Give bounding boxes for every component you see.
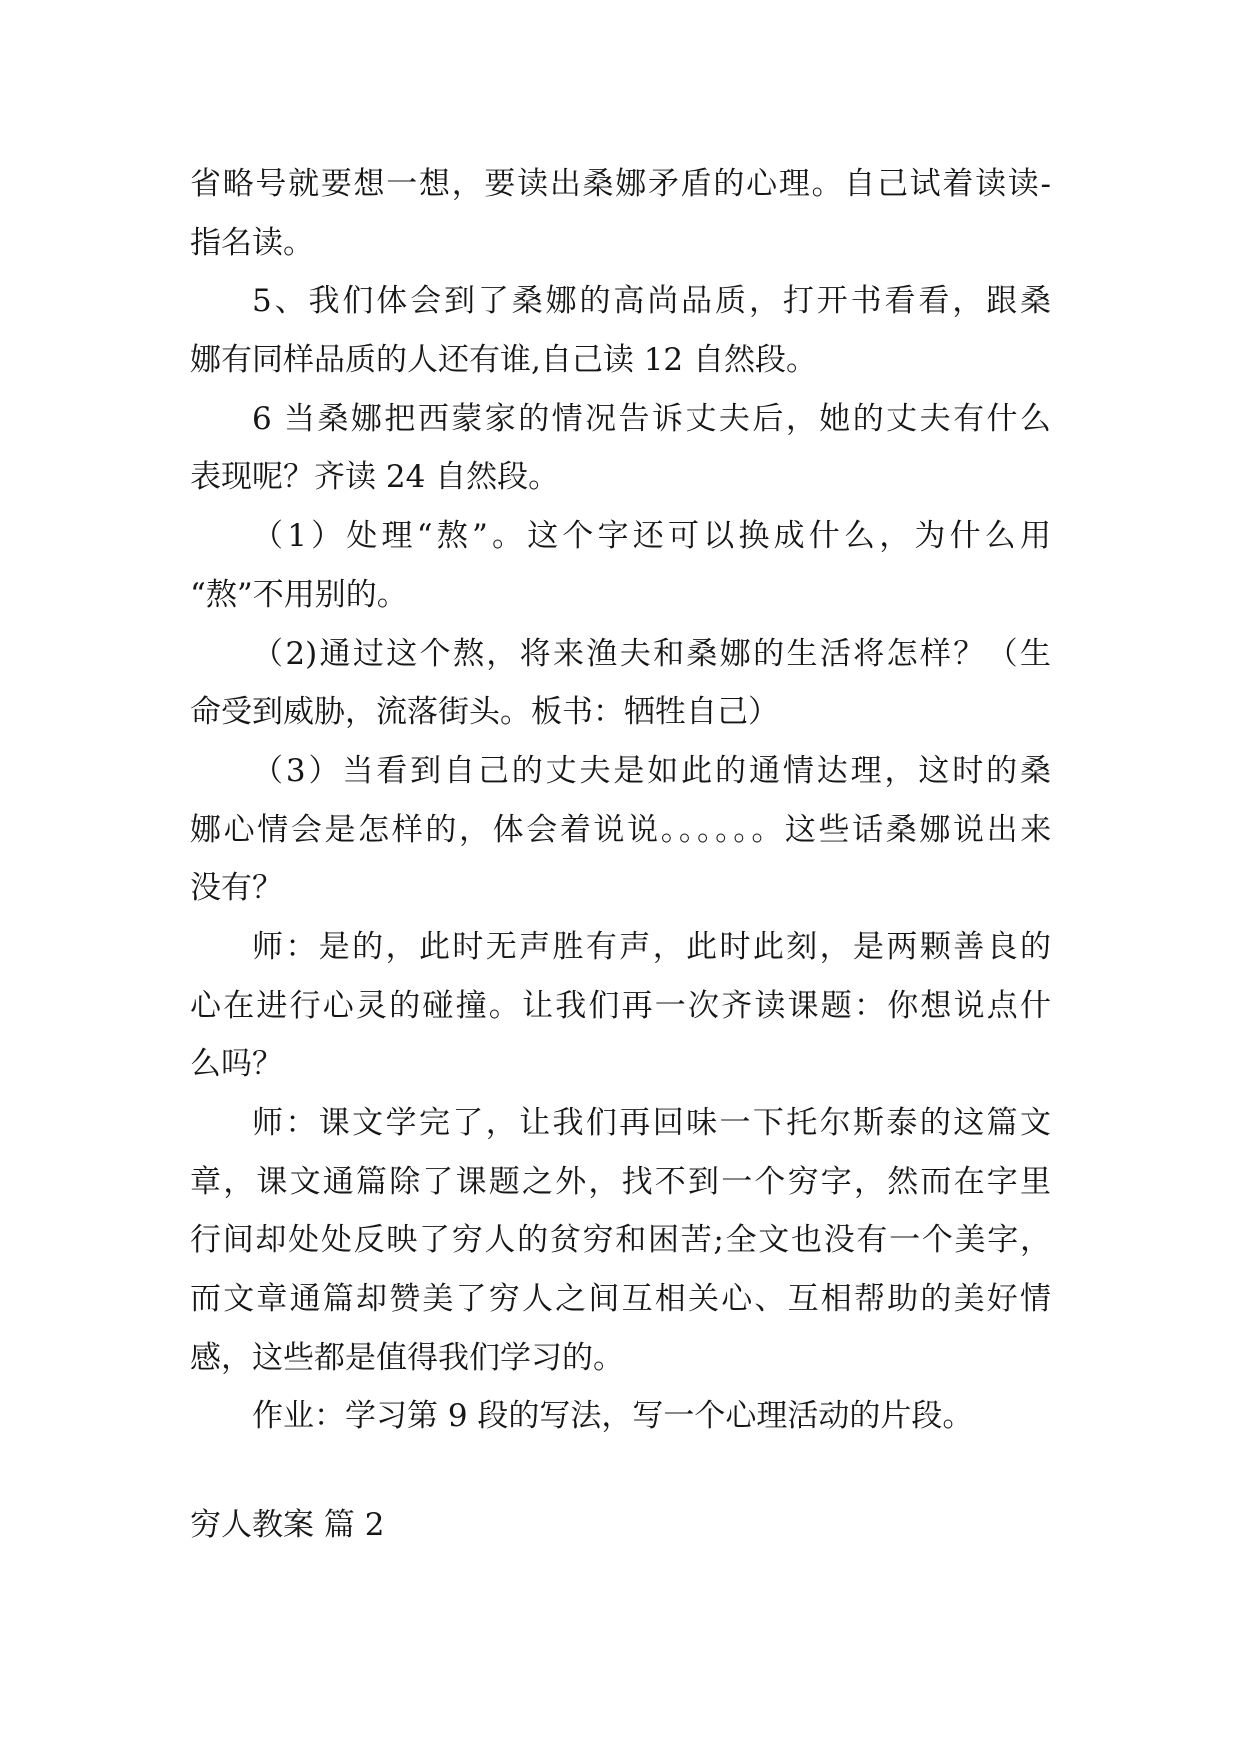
text-line: 6 当桑娜把西蒙家的情况告诉丈夫后，她的丈夫有什么 [252,400,1051,437]
text-line: 感，这些都是值得我们学习的。 [190,1339,624,1376]
text-line: 省略号就要想一想，要读出桑娜矛盾的心理。自己试着读读- [190,166,1051,202]
text-line: 心在进行心灵的碰撞。让我们再一次齐读课题：你想说点什 [190,987,1051,1024]
paragraph [190,390,1051,507]
text-line: 章，课文通篇除了课题之外，找不到一个穷字，然而在字里 [190,1163,1051,1200]
text-line: 指名读。 [190,224,314,261]
text-line: 么吗？ [190,1046,283,1083]
text-line: （1）处理“熬”。这个字还可以换成什么，为什么用 [252,518,1051,555]
paragraph [190,155,1051,272]
paragraph [190,507,1051,624]
text-line: 而文章通篇却赞美了穷人之间互相关心、互相帮助的美好情 [190,1281,1051,1318]
document-page [190,155,1051,1555]
text-line: 5、我们体会到了桑娜的高尚品质，打开书看看，跟桑 [252,283,1051,320]
section-heading: 穷人教案 篇 2 [190,1507,385,1544]
text-line: 表现呢？齐读 24 自然段。 [190,459,560,496]
paragraph [190,1094,1051,1387]
paragraph [190,918,1051,1094]
paragraph [190,1387,1051,1446]
text-line: 命受到威胁，流落街头。板书：牺牲自己） [190,694,779,731]
text-line: 师：是的，此时无声胜有声，此时此刻，是两颗善良的 [252,928,1051,965]
text-line: “熬”不用别的。 [190,576,408,613]
text-line: 行间却处处反映了穷人的贫穷和困苦;全文也没有一个美字， [190,1222,1051,1259]
text-line: 师：课文学完了，让我们再回味一下托尔斯泰的这篇文 [252,1105,1051,1141]
text-line: 作业：学习第 9 段的写法，写一个心理活动的片段。 [252,1398,974,1435]
text-line: 没有？ [190,870,283,907]
paragraph [190,272,1051,389]
paragraph [190,625,1051,742]
text-line: 娜心情会是怎样的，体会着说说。。。。。。这些话桑娜说出来 [190,811,1051,848]
text-line: 娜有同样品质的人还有谁,自己读 12 自然段。 [190,342,818,379]
paragraph [190,742,1051,918]
text-line: （2)通过这个熬，将来渔夫和桑娜的生活将怎样？（生 [252,635,1051,672]
text-line: （3）当看到自己的丈夫是如此的通情达理，这时的桑 [252,752,1051,789]
